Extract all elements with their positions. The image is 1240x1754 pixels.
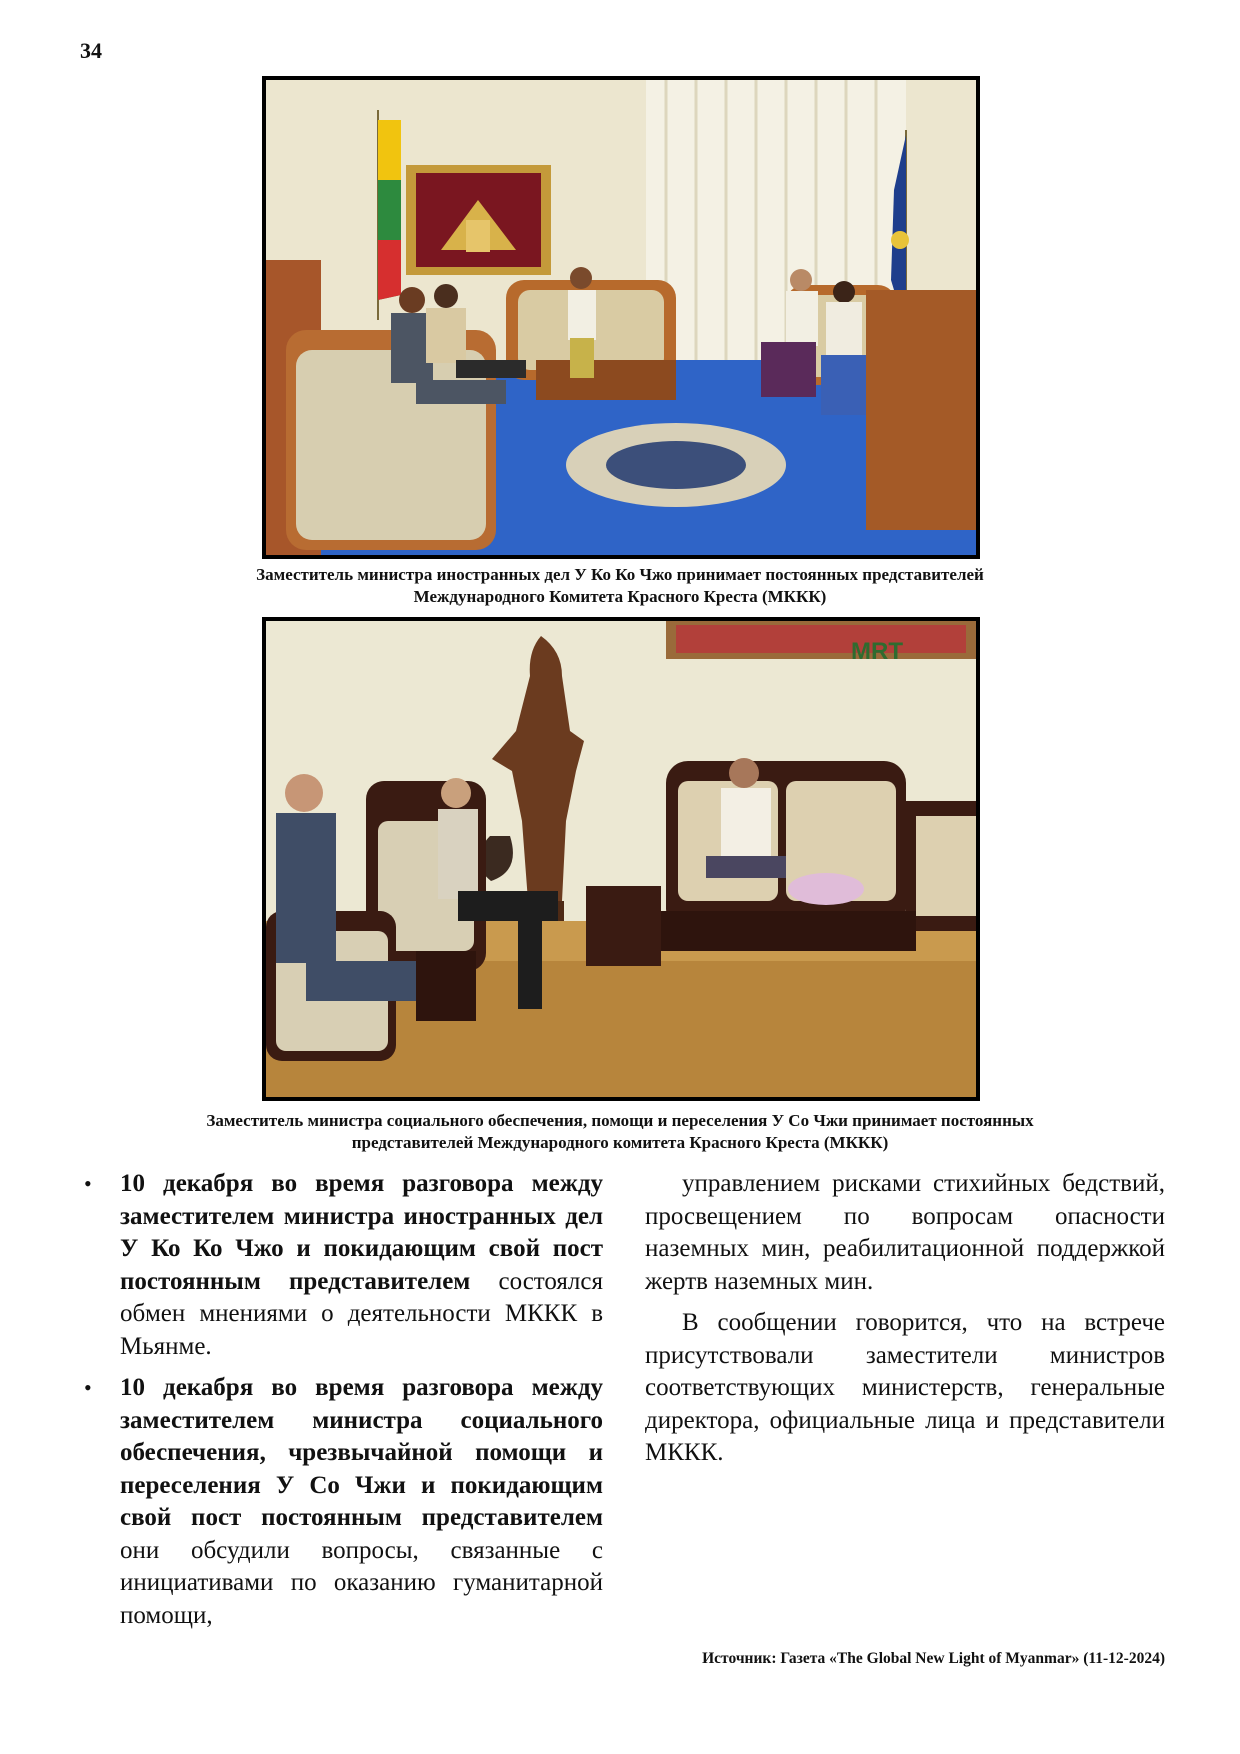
bullet-item [84, 1372, 603, 1632]
photo-caption-1 [90, 564, 1150, 608]
meeting-photo-2 [262, 617, 980, 1101]
caption-line: Заместитель министра иностранных дел У Ко Ко Чжо принимает постоянных представителей [256, 565, 984, 584]
tv-watermark: MRT [851, 638, 903, 665]
article-paragraph: управлением рисками стихийных бедствий, просвещением по вопросам опасности наземных мин, реабилитационной поддержкой жертв наземных мин. [645, 1170, 1165, 1295]
article-column-right [645, 1168, 1165, 1479]
bullet-marker: • [84, 1171, 92, 1196]
caption-line: Заместитель министра социального обеспечения, помощи и переселения У Со Чжи принимает постоянных [206, 1111, 1034, 1130]
photo-caption-2 [90, 1110, 1150, 1154]
source-citation: Источник: Газета «The Global New Light of Myanmar» (11-12-2024) [702, 1650, 1165, 1667]
bullet-lead: 10 декабря во время разговора между заместителем министра иностранных дел У Ко Ко Чжо и покидающим свой пост постоянным представителем [120, 1170, 603, 1295]
article-paragraph: В сообщении говорится, что на встрече присутствовали заместители министров соответствующих министерств, генеральные директора, официальные лица и представители МККК. [645, 1309, 1165, 1466]
caption-line: Международного Комитета Красного Креста (МККК) [413, 587, 827, 606]
caption-line: представителей Международного комитета Красного Креста (МККК) [351, 1133, 889, 1152]
bullet-text: состоялся обмен мнениями о деятельности МККК в Мьянме. [120, 1267, 603, 1360]
page-number: 34 [80, 38, 102, 63]
bullet-marker: • [84, 1375, 92, 1400]
article-column-left [84, 1168, 603, 1641]
meeting-photo-1 [262, 76, 980, 559]
bullet-text: они обсудили вопросы, связанные с инициативами по оказанию гуманитарной помощи, [120, 1536, 603, 1629]
bullet-item [84, 1168, 603, 1363]
bullet-lead: 10 декабря во время разговора между заместителем министра социального обеспечения, чрезвычайной помощи и переселения У Со Чжи и покидающим свой пост постоянным представителем [120, 1374, 603, 1531]
